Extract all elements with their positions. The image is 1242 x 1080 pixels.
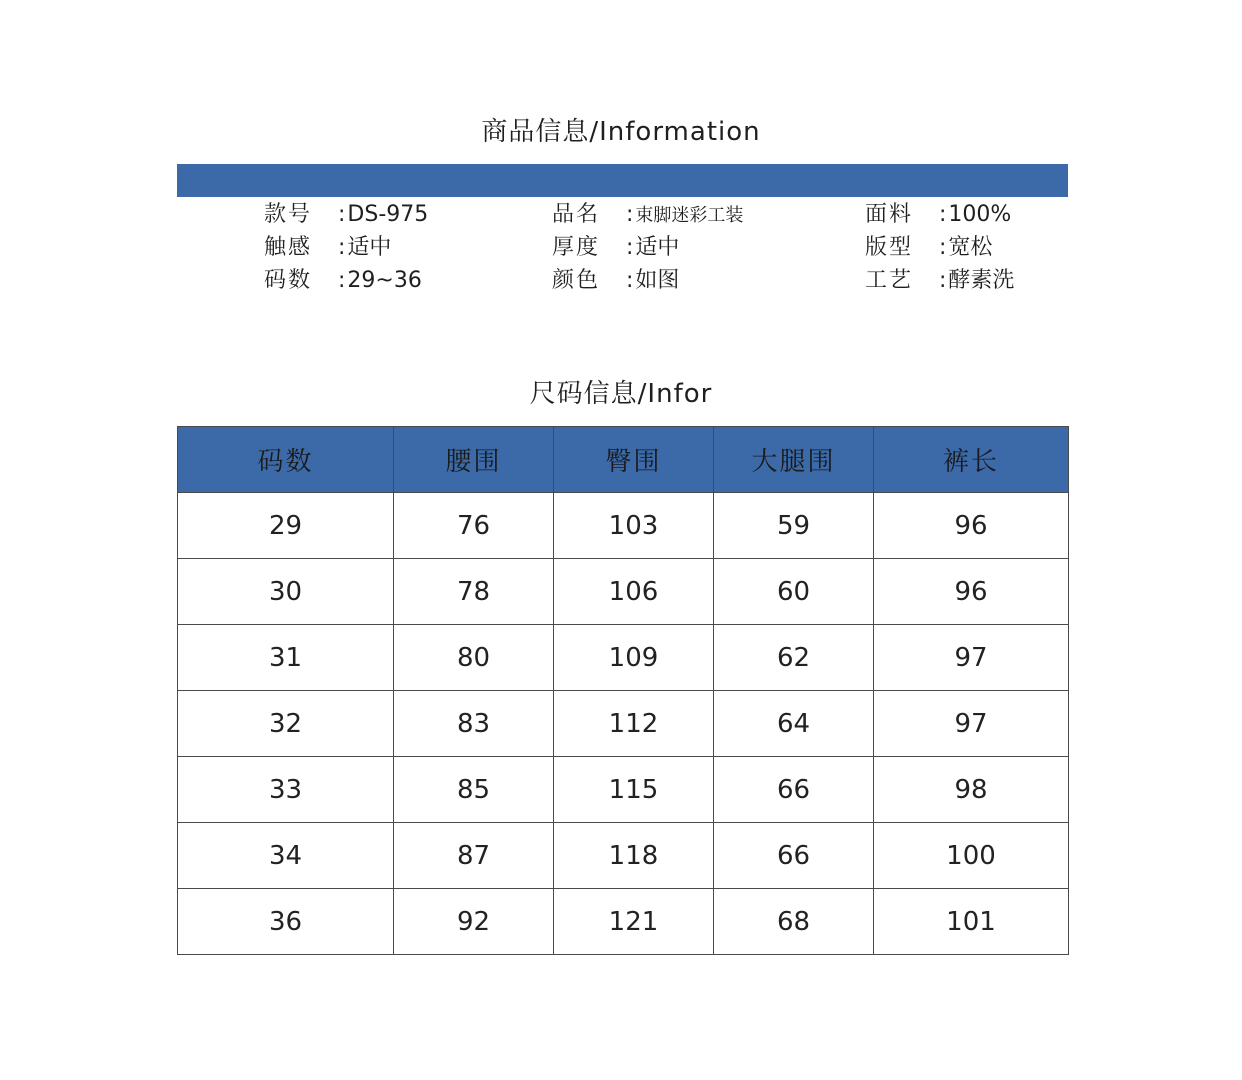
cell-thigh: 66 <box>714 823 874 889</box>
cell-size: 34 <box>178 823 394 889</box>
info-label: 码数 <box>264 268 313 293</box>
cell-thigh: 59 <box>714 493 874 559</box>
info-value: :如图 <box>626 268 680 293</box>
table-row <box>178 757 1069 823</box>
size-table <box>177 426 1069 955</box>
cell-length: 97 <box>874 691 1069 757</box>
cell-hip: 118 <box>554 823 714 889</box>
header-waist: 腰围 <box>394 427 554 493</box>
cell-size: 30 <box>178 559 394 625</box>
table-row <box>178 493 1069 559</box>
cell-waist: 92 <box>394 889 554 955</box>
size-info-title: 尺码信息/Infor <box>529 379 713 409</box>
cell-length: 96 <box>874 559 1069 625</box>
info-label: 品名 <box>552 202 601 227</box>
cell-size: 32 <box>178 691 394 757</box>
cell-waist: 80 <box>394 625 554 691</box>
info-label: 版型 <box>865 235 914 260</box>
cell-length: 97 <box>874 625 1069 691</box>
cell-length: 101 <box>874 889 1069 955</box>
cell-thigh: 66 <box>714 757 874 823</box>
cell-hip: 121 <box>554 889 714 955</box>
cell-thigh: 60 <box>714 559 874 625</box>
info-value: :酵素洗 <box>939 268 1015 293</box>
info-label: 面料 <box>865 202 914 227</box>
product-info-grid <box>0 198 1242 298</box>
cell-length: 100 <box>874 823 1069 889</box>
header-length: 裤长 <box>874 427 1069 493</box>
info-value: :适中 <box>338 235 392 260</box>
info-label: 颜色 <box>552 268 601 293</box>
info-header-bar <box>177 164 1068 197</box>
cell-waist: 76 <box>394 493 554 559</box>
table-row <box>178 691 1069 757</box>
cell-thigh: 68 <box>714 889 874 955</box>
cell-thigh: 62 <box>714 625 874 691</box>
cell-size: 36 <box>178 889 394 955</box>
table-row <box>178 889 1069 955</box>
table-row <box>178 625 1069 691</box>
info-label: 触感 <box>264 235 313 260</box>
product-info-title: 商品信息/Information <box>481 117 761 147</box>
cell-size: 31 <box>178 625 394 691</box>
cell-hip: 115 <box>554 757 714 823</box>
info-value: :29~36 <box>338 268 422 293</box>
table-row <box>178 823 1069 889</box>
info-label: 厚度 <box>552 235 601 260</box>
cell-size: 33 <box>178 757 394 823</box>
info-value: :宽松 <box>939 235 993 260</box>
info-value: : 束脚迷彩工装 <box>626 202 744 227</box>
cell-length: 96 <box>874 493 1069 559</box>
header-size: 码数 <box>178 427 394 493</box>
cell-hip: 103 <box>554 493 714 559</box>
cell-length: 98 <box>874 757 1069 823</box>
cell-hip: 109 <box>554 625 714 691</box>
cell-waist: 78 <box>394 559 554 625</box>
info-value: :100% <box>939 202 1012 227</box>
table-row <box>178 559 1069 625</box>
info-value: :适中 <box>626 235 680 260</box>
info-label: 工艺 <box>865 268 914 293</box>
cell-waist: 87 <box>394 823 554 889</box>
info-label: 款号 <box>264 202 313 227</box>
cell-thigh: 64 <box>714 691 874 757</box>
header-thigh: 大腿围 <box>714 427 874 493</box>
header-hip: 臀围 <box>554 427 714 493</box>
cell-size: 29 <box>178 493 394 559</box>
info-value: :DS-975 <box>338 202 429 227</box>
table-header-row <box>178 427 1069 493</box>
cell-hip: 112 <box>554 691 714 757</box>
cell-waist: 85 <box>394 757 554 823</box>
cell-hip: 106 <box>554 559 714 625</box>
cell-waist: 83 <box>394 691 554 757</box>
